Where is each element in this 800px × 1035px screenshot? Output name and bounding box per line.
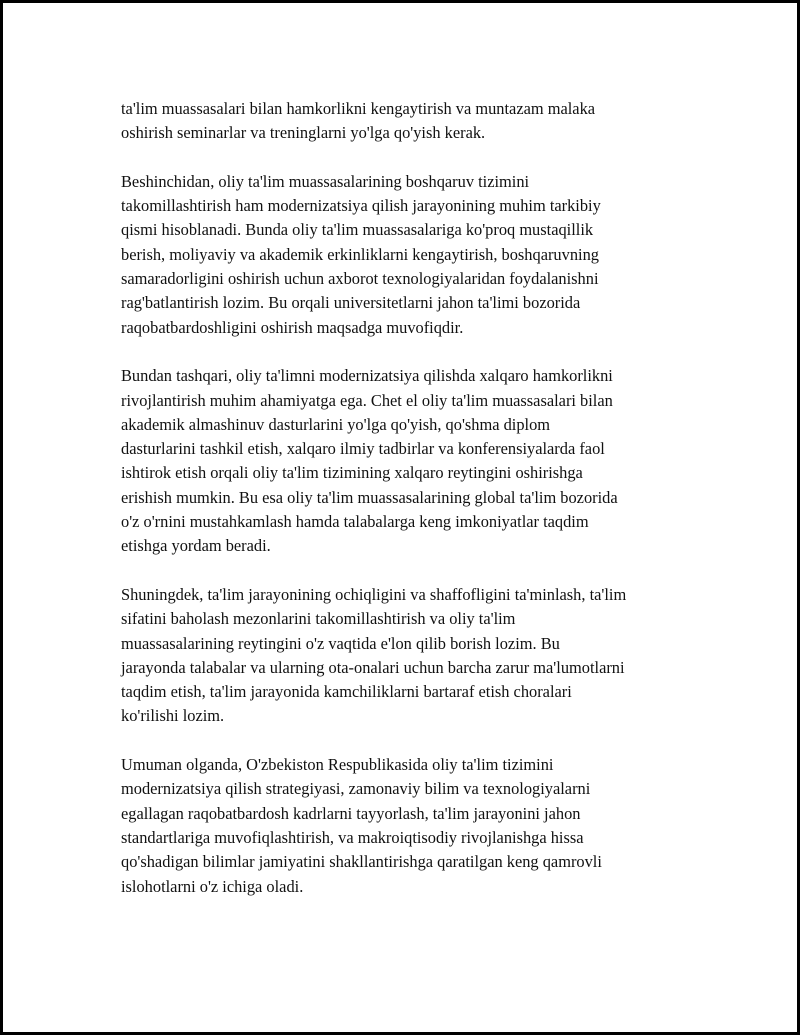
text-line: modernizatsiya qilish strategiyasi, zamonaviy bilim va texnologiyalarni bbox=[121, 779, 591, 799]
text-line: standartlariga muvofiqlashtirish, va makroiqtisodiy rivojlanishga hissa bbox=[121, 827, 584, 847]
text-line: raqobatbardoshligini oshirish maqsadga muvofiqdir. bbox=[121, 317, 464, 337]
text-line: islohotlarni o'z ichiga oladi. bbox=[121, 876, 304, 896]
text-line: egallagan raqobatbardosh kadrlarni tayyorlash, ta'lim jarayonini jahon bbox=[121, 803, 581, 823]
document-body bbox=[121, 97, 701, 899]
text-line: sifatini baholash mezonlarini takomillashtirish va oliy ta'lim bbox=[121, 609, 516, 629]
text-line: rivojlantirish muhim ahamiyatga ega. Chet el oliy ta'lim muassasalari bilan bbox=[121, 390, 613, 410]
paragraph bbox=[121, 583, 701, 729]
text-line: oshirish seminarlar va treninglarni yo'lga qo'yish kerak. bbox=[121, 123, 486, 143]
text-line: rag'batlantirish lozim. Bu orqali universitetlarni jahon ta'limi bozorida bbox=[121, 293, 581, 313]
text-line: qismi hisoblanadi. Bunda oliy ta'lim muassasalariga ko'proq mustaqillik bbox=[121, 220, 594, 240]
text-line: berish, moliyaviy va akademik erkinliklarni kengaytirish, boshqaruvning bbox=[121, 244, 599, 264]
paragraph bbox=[121, 753, 701, 899]
text-line: dasturlarini tashkil etish, xalqaro ilmiy tadbirlar va konferensiyalarda faol bbox=[121, 439, 605, 459]
text-line: o'z o'rnini mustahkamlash hamda talabalarga keng imkoniyatlar taqdim bbox=[121, 512, 589, 532]
text-line: ishtirok etish orqali oliy ta'lim tizimining xalqaro reytingini oshirishga bbox=[121, 463, 583, 483]
text-line: Bundan tashqari, oliy ta'limni modernizatsiya qilishda xalqaro hamkorlikni bbox=[121, 366, 613, 386]
text-line: ta'lim muassasalari bilan hamkorlikni kengaytirish va muntazam malaka bbox=[121, 99, 596, 118]
paragraph bbox=[121, 364, 701, 558]
text-line: taqdim etish, ta'lim jarayonida kamchiliklarni bartaraf etish choralari bbox=[121, 682, 572, 702]
paragraph bbox=[121, 97, 701, 146]
paragraph bbox=[121, 170, 701, 340]
text-line: akademik almashinuv dasturlarini yo'lga qo'yish, qo'shma diplom bbox=[121, 414, 551, 434]
text-line: ko'rilishi lozim. bbox=[121, 706, 225, 726]
text-line: qo'shadigan bilimlar jamiyatini shakllantirishga qaratilgan keng qamrovli bbox=[121, 852, 602, 872]
text-line: erishish mumkin. Bu esa oliy ta'lim muassasalarining global ta'lim bozorida bbox=[121, 487, 618, 507]
text-line: Umuman olganda, O'zbekiston Respublikasida oliy ta'lim tizimini bbox=[121, 755, 554, 775]
text-line: Beshinchidan, oliy ta'lim muassasalarining boshqaruv tizimini bbox=[121, 171, 530, 191]
text-line: samaradorligini oshirish uchun axborot texnologiyalaridan foydalanishni bbox=[121, 269, 599, 289]
text-line: jarayonda talabalar va ularning ota-onalari uchun barcha zarur ma'lumotlarni bbox=[121, 657, 625, 677]
text-line: etishga yordam beradi. bbox=[121, 536, 271, 556]
text-line: Shuningdek, ta'lim jarayonining ochiqligini va shaffofligini ta'minlash, ta'lim bbox=[121, 584, 627, 604]
text-line: takomillashtirish ham modernizatsiya qilish jarayonining muhim tarkibiy bbox=[121, 196, 601, 216]
text-line: muassasalarining reytingini o'z vaqtida e'lon qilib borish lozim. Bu bbox=[121, 633, 560, 653]
